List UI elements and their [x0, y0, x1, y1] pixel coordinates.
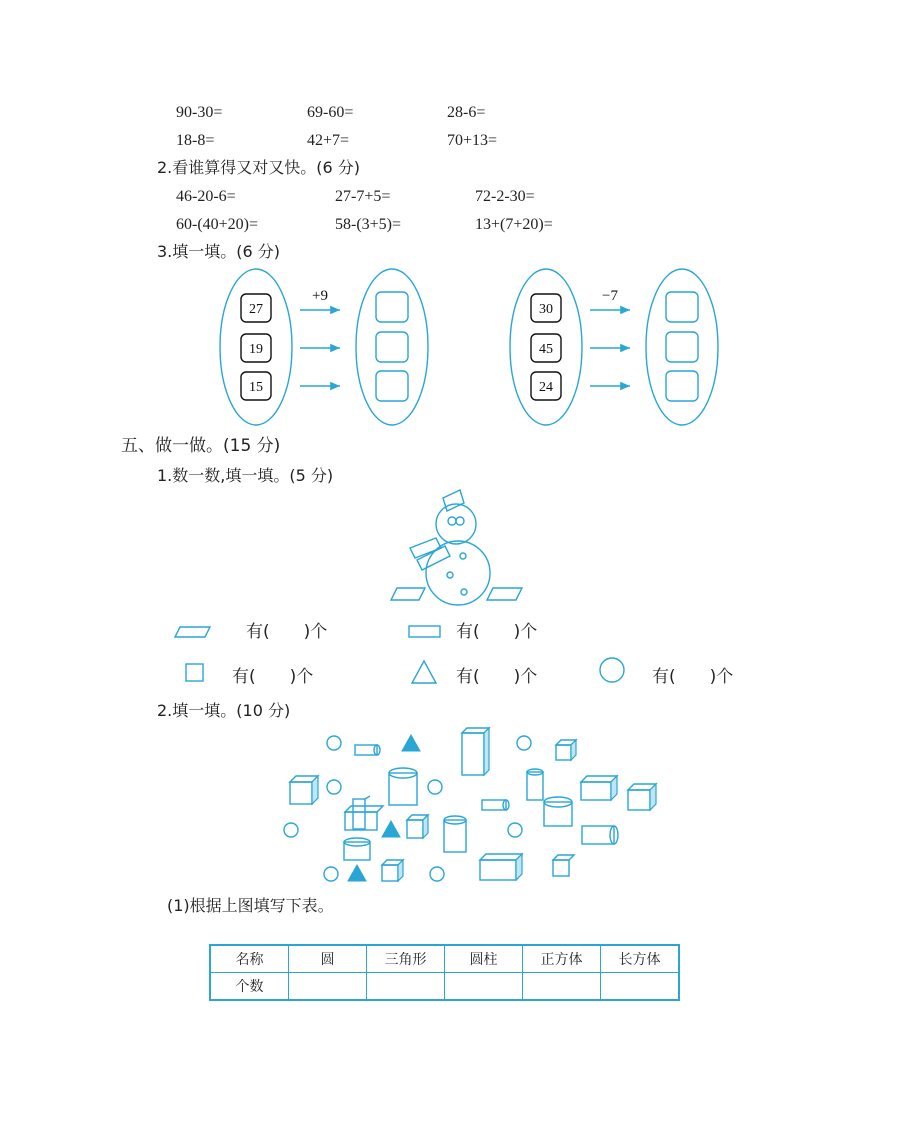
operation-label: −7 — [602, 288, 618, 304]
left-input-oval — [220, 269, 292, 425]
question-title: 2.填一填。(10 分) — [157, 701, 291, 720]
input-number: 15 — [249, 380, 263, 395]
count-label: 有( )个 — [246, 622, 328, 642]
table-cell: 长方体 — [601, 945, 680, 973]
solid-shapes-scene — [284, 728, 656, 881]
answer-cell[interactable] — [523, 973, 601, 1001]
equation: 46-20-6= — [176, 188, 236, 205]
answer-cell[interactable] — [289, 973, 367, 1001]
left-output-oval — [356, 269, 428, 425]
table-row — [210, 945, 679, 973]
equation: 13+(7+20)= — [475, 216, 553, 233]
input-number: 27 — [249, 302, 263, 317]
square-icon — [186, 664, 203, 681]
count-label: 有( )个 — [456, 667, 538, 687]
answer-cell[interactable] — [367, 973, 445, 1001]
section-title: 五、做一做。(15 分) — [121, 436, 281, 456]
question-title: 3.填一填。(6 分) — [157, 242, 281, 261]
rectangle-icon — [409, 626, 440, 637]
equation: 90-30= — [176, 104, 223, 121]
question-title: 1.数一数,填一填。(5 分) — [157, 466, 334, 485]
right-output-oval — [646, 269, 718, 425]
input-number: 19 — [249, 342, 263, 357]
triangle-icon — [412, 661, 436, 683]
operation-label: +9 — [312, 288, 328, 304]
equation: 18-8= — [176, 132, 215, 149]
table-cell: 正方体 — [523, 945, 601, 973]
input-number: 24 — [539, 380, 553, 395]
equation: 28-6= — [447, 104, 486, 121]
table-row — [210, 973, 679, 1001]
table-cell: 名称 — [210, 945, 289, 973]
snowman-figure — [391, 490, 522, 605]
answer-table — [209, 944, 680, 1001]
equation: 58-(3+5)= — [335, 216, 402, 233]
equation: 60-(40+20)= — [176, 216, 259, 233]
circle-icon — [600, 658, 624, 682]
answer-cell[interactable] — [601, 973, 680, 1001]
input-number: 45 — [539, 342, 553, 357]
table-cell: 个数 — [210, 973, 289, 1001]
equation: 70+13= — [447, 132, 498, 149]
table-cell: 圆 — [289, 945, 367, 973]
equation: 42+7= — [307, 132, 350, 149]
table-cell: 三角形 — [367, 945, 445, 973]
equation: 27-7+5= — [335, 188, 391, 205]
count-label: 有( )个 — [232, 667, 314, 687]
input-number: 30 — [539, 302, 553, 317]
equation: 72-2-30= — [475, 188, 535, 205]
answer-cell[interactable] — [445, 973, 523, 1001]
count-label: 有( )个 — [456, 622, 538, 642]
parallelogram-icon — [175, 627, 210, 637]
right-input-oval — [510, 269, 582, 425]
question-subtitle: (1)根据上图填写下表。 — [167, 896, 334, 915]
count-label: 有( )个 — [652, 667, 734, 687]
question-title: 2.看谁算得又对又快。(6 分) — [157, 158, 361, 177]
table-cell: 圆柱 — [445, 945, 523, 973]
equation: 69-60= — [307, 104, 354, 121]
